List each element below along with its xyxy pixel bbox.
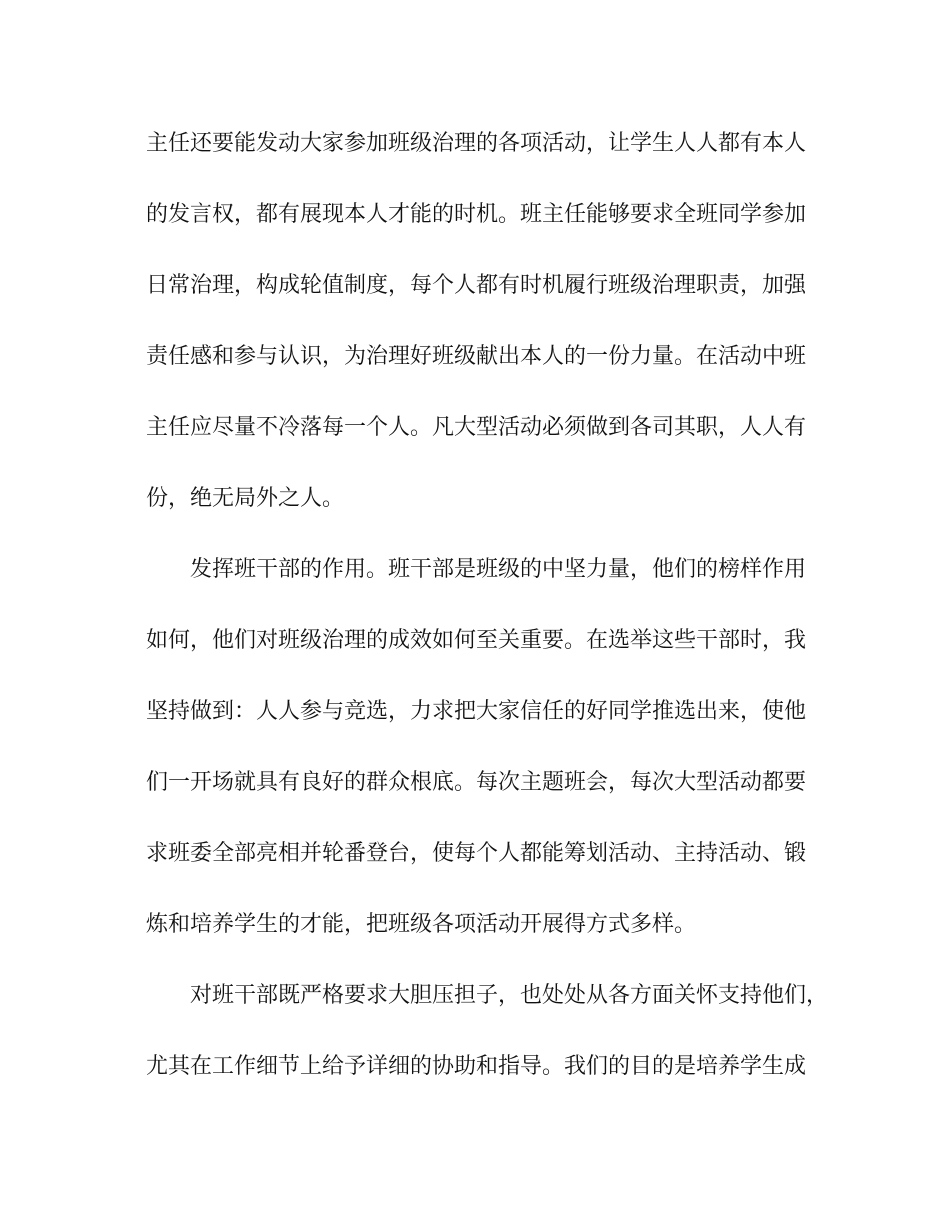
paragraph-line: 责任感和参与认识，为治理好班级献出本人的一份力量。在活动中班 [146, 344, 807, 369]
document-body [146, 120, 829, 1114]
paragraph-line: 坚持做到：人人参与竞选，力求把大家信任的好同学推选出来，使他 [146, 699, 807, 724]
paragraph-line: 们一开场就具有良好的群众根底。每次主题班会，每次大型活动都要 [146, 770, 807, 795]
paragraph-line: 的发言权，都有展现本人才能的时机。班主任能够要求全班同学参加 [146, 202, 807, 227]
paragraph-line: 尤其在工作细节上给予详细的协助和指导。我们的目的是培养学生成 [146, 1054, 807, 1079]
paragraph-line: 份，绝无局外之人。 [146, 486, 345, 511]
paragraph-line: 炼和培养学生的才能，把班级各项活动开展得方式多样。 [146, 912, 697, 937]
paragraph-line: 主任应尽量不冷落每一个人。凡大型活动必须做到各司其职，人人有 [146, 415, 807, 440]
paragraph-line: 如何，他们对班级治理的成效如何至关重要。在选举这些干部时，我 [146, 628, 807, 653]
paragraph-line: 发挥班干部的作用。班干部是班级的中坚力量，他们的榜样作用 [190, 557, 807, 582]
paragraph-line: 求班委全部亮相并轮番登台，使每个人都能筹划活动、主持活动、锻 [146, 841, 807, 866]
paragraph-line: 主任还要能发动大家参加班级治理的各项活动，让学生人人都有本人 [146, 131, 807, 156]
paragraph-line: 日常治理，构成轮值制度，每个人都有时机履行班级治理职责，加强 [146, 273, 807, 298]
paragraph-line: 对班干部既严格要求大胆压担子，也处处从各方面关怀支持他们， [190, 983, 829, 1008]
